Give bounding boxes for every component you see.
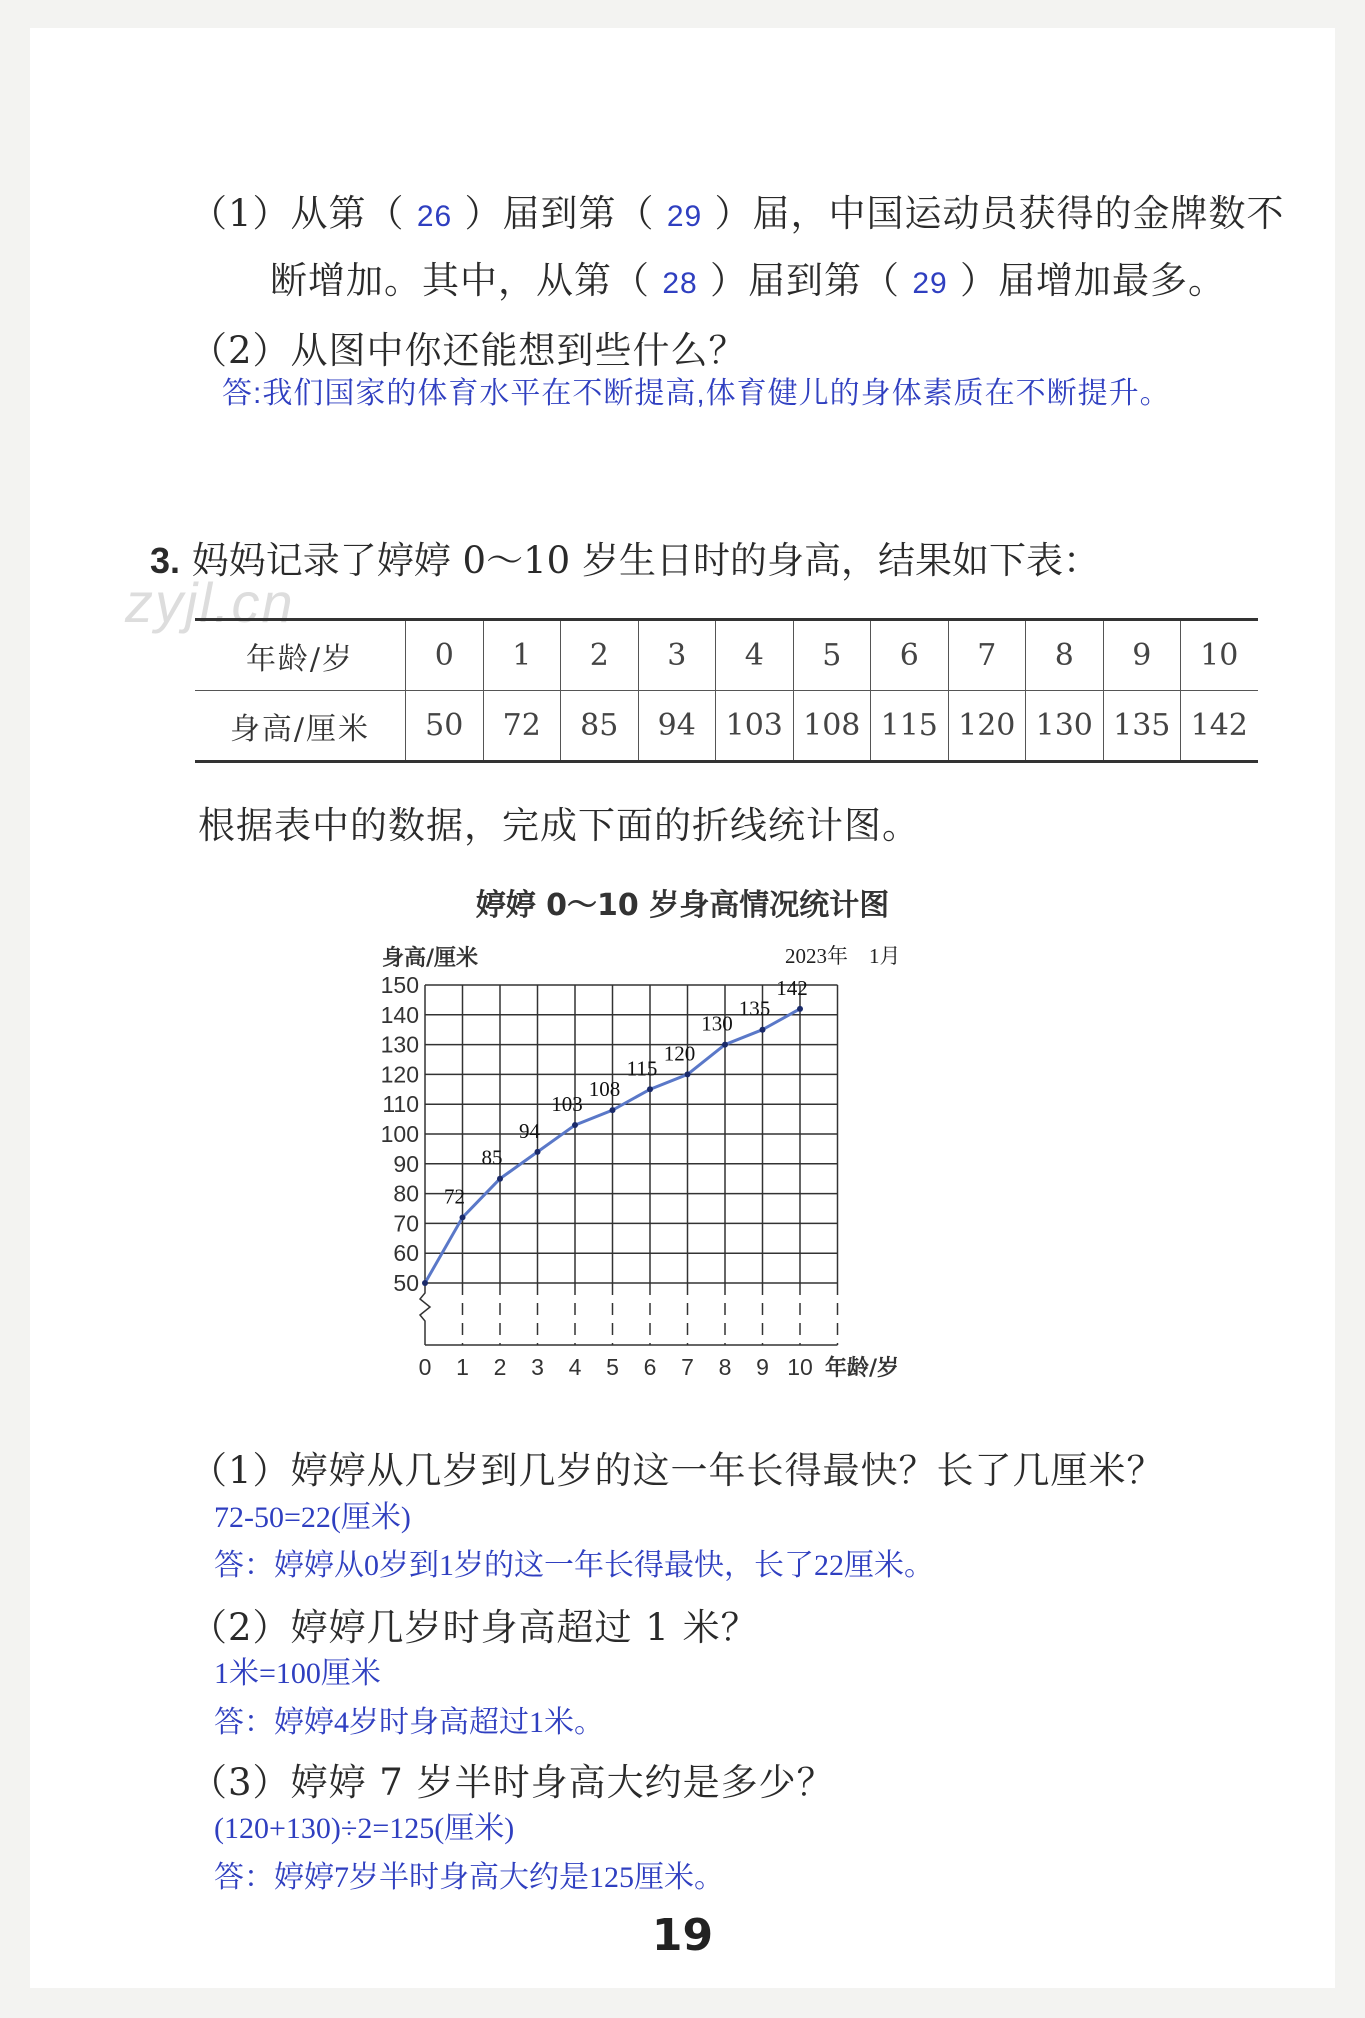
q2-text: 断增加。其中，从第（ bbox=[270, 259, 650, 302]
data-point bbox=[460, 1214, 466, 1220]
table-cell: 3 bbox=[638, 620, 716, 691]
data-point bbox=[497, 1176, 503, 1182]
line-chart bbox=[360, 935, 1060, 1385]
x-tick-label: 10 bbox=[787, 1354, 813, 1380]
q3-sub1-calc: 72-50=22(厘米) bbox=[214, 1501, 411, 1534]
q3-sub2: （2）婷婷几岁时身高超过 1 米？ bbox=[190, 1606, 759, 1649]
table-row-age bbox=[195, 620, 1258, 691]
table-cell: 130 bbox=[1026, 691, 1104, 762]
axis-break bbox=[420, 1283, 430, 1345]
table-cell: 10 bbox=[1181, 620, 1258, 691]
height-label: 身高/厘米 bbox=[195, 691, 406, 762]
x-tick-label: 4 bbox=[568, 1354, 582, 1380]
x-tick-label: 2 bbox=[493, 1354, 507, 1380]
x-tick-label: 6 bbox=[643, 1354, 657, 1380]
x-tick-label: 9 bbox=[756, 1354, 769, 1380]
table-cell: 50 bbox=[406, 691, 484, 762]
chart-date: 2023年 1月 bbox=[785, 944, 901, 968]
data-point bbox=[722, 1042, 728, 1048]
height-table bbox=[195, 618, 1258, 763]
table-cell: 4 bbox=[716, 620, 794, 691]
q3-sub2-calc: 1米=100厘米 bbox=[214, 1657, 381, 1690]
y-tick-label: 100 bbox=[380, 1121, 419, 1147]
q3-sub1: （1）婷婷从几岁到几岁的这一年长得最快？长了几厘米？ bbox=[190, 1449, 1165, 1492]
q3-sub3-calc: (120+130)÷2=125(厘米) bbox=[214, 1812, 515, 1845]
q2-part2-answer: 答:我们国家的体育水平在不断提高,体育健儿的身体素质在不断提升。 bbox=[222, 377, 1171, 410]
y-tick-label: 110 bbox=[382, 1091, 419, 1118]
age-label: 年龄/岁 bbox=[195, 620, 406, 691]
answer-blank[interactable]: 26 bbox=[416, 200, 453, 233]
y-tick-label: 60 bbox=[393, 1240, 419, 1267]
q2-text: ）届到第（ bbox=[710, 259, 900, 302]
data-label: 103 bbox=[551, 1092, 583, 1117]
x-tick-label: 3 bbox=[531, 1354, 544, 1380]
chart-title: 婷婷 0～10 岁身高情况统计图 bbox=[475, 888, 890, 923]
answer-blank[interactable]: 28 bbox=[662, 267, 698, 300]
x-tick-label: 5 bbox=[606, 1354, 619, 1380]
q3-sub3-answer: 答：婷婷7岁半时身高大约是125厘米。 bbox=[214, 1861, 724, 1894]
data-label: 130 bbox=[701, 1011, 733, 1036]
y-tick-label: 70 bbox=[393, 1210, 419, 1237]
table-cell: 0 bbox=[406, 620, 484, 691]
q2-text: ）届到第（ bbox=[464, 192, 655, 235]
answer-blank[interactable]: 29 bbox=[912, 267, 948, 300]
q3-number: 3. bbox=[150, 540, 181, 581]
x-axis-label: 年龄/岁 bbox=[825, 1356, 900, 1381]
q3-text: 妈妈记录了婷婷 0～10 岁生日时的身高，结果如下表： bbox=[191, 539, 1100, 582]
table-cell: 115 bbox=[871, 691, 949, 762]
q2-part2: （2）从图中你还能想到些什么？ bbox=[190, 329, 747, 372]
q3-prompt bbox=[150, 530, 1100, 584]
table-cell: 135 bbox=[1103, 691, 1181, 762]
data-label: 135 bbox=[738, 996, 771, 1021]
table-cell: 103 bbox=[716, 691, 794, 762]
q3-sub3: （3）婷婷 7 岁半时身高大约是多少？ bbox=[190, 1761, 835, 1804]
table-cell: 120 bbox=[948, 691, 1026, 762]
answer-blank[interactable]: 29 bbox=[666, 200, 703, 233]
q2-text: （1）从第（ bbox=[190, 192, 405, 235]
table-cell: 7 bbox=[948, 620, 1026, 691]
q3-sub2-answer: 答：婷婷4岁时身高超过1米。 bbox=[214, 1706, 604, 1739]
x-tick-label: 0 bbox=[418, 1354, 432, 1380]
table-cell: 9 bbox=[1103, 620, 1181, 691]
q3-instruction: 根据表中的数据，完成下面的折线统计图。 bbox=[198, 804, 920, 847]
data-point bbox=[572, 1122, 578, 1128]
y-tick-label: 50 bbox=[393, 1270, 419, 1296]
table-cell: 8 bbox=[1026, 620, 1104, 691]
data-point bbox=[685, 1071, 691, 1077]
x-tick-label: 1 bbox=[456, 1354, 469, 1380]
table-cell: 5 bbox=[793, 620, 871, 691]
data-label: 94 bbox=[519, 1118, 540, 1143]
y-tick-label: 150 bbox=[380, 972, 419, 998]
data-point bbox=[797, 1006, 803, 1012]
q2-part1-line1 bbox=[190, 183, 1285, 237]
table-cell: 2 bbox=[561, 620, 639, 691]
x-tick-label: 8 bbox=[718, 1354, 732, 1380]
data-label: 120 bbox=[663, 1041, 696, 1066]
y-tick-label: 140 bbox=[380, 1001, 419, 1028]
y-tick-label: 120 bbox=[380, 1061, 419, 1088]
watermark: zyjl.cn bbox=[125, 571, 295, 634]
q3-sub1-answer: 答：婷婷从0岁到1岁的这一年长得最快，长了22厘米。 bbox=[214, 1549, 934, 1582]
data-label: 72 bbox=[444, 1184, 465, 1209]
data-point bbox=[535, 1149, 541, 1155]
y-tick-label: 80 bbox=[393, 1180, 419, 1207]
y-tick-label: 90 bbox=[393, 1150, 419, 1177]
data-point bbox=[647, 1086, 653, 1092]
table-cell: 1 bbox=[483, 620, 561, 691]
q2-text: ）届增加最多。 bbox=[960, 259, 1226, 302]
q2-text: ）届，中国运动员获得的金牌数不 bbox=[714, 192, 1285, 235]
data-label: 85 bbox=[481, 1145, 503, 1170]
table-cell: 108 bbox=[793, 691, 871, 762]
data-point bbox=[760, 1027, 766, 1033]
y-axis-label: 身高/厘米 bbox=[381, 946, 479, 971]
data-label: 115 bbox=[626, 1056, 658, 1081]
table-cell: 85 bbox=[561, 691, 639, 762]
data-label: 108 bbox=[588, 1077, 621, 1102]
table-cell: 6 bbox=[871, 620, 949, 691]
data-label: 142 bbox=[776, 975, 808, 1000]
data-point bbox=[610, 1107, 616, 1113]
page-number: 19 bbox=[651, 1910, 714, 1961]
table-cell: 142 bbox=[1181, 691, 1258, 762]
table-row-height bbox=[195, 691, 1258, 762]
y-tick-label: 130 bbox=[380, 1031, 419, 1058]
table-cell: 72 bbox=[483, 691, 561, 762]
table-cell: 94 bbox=[638, 691, 716, 762]
q2-part1-line2 bbox=[270, 250, 1226, 304]
data-point bbox=[422, 1280, 428, 1286]
x-tick-label: 7 bbox=[681, 1354, 694, 1380]
